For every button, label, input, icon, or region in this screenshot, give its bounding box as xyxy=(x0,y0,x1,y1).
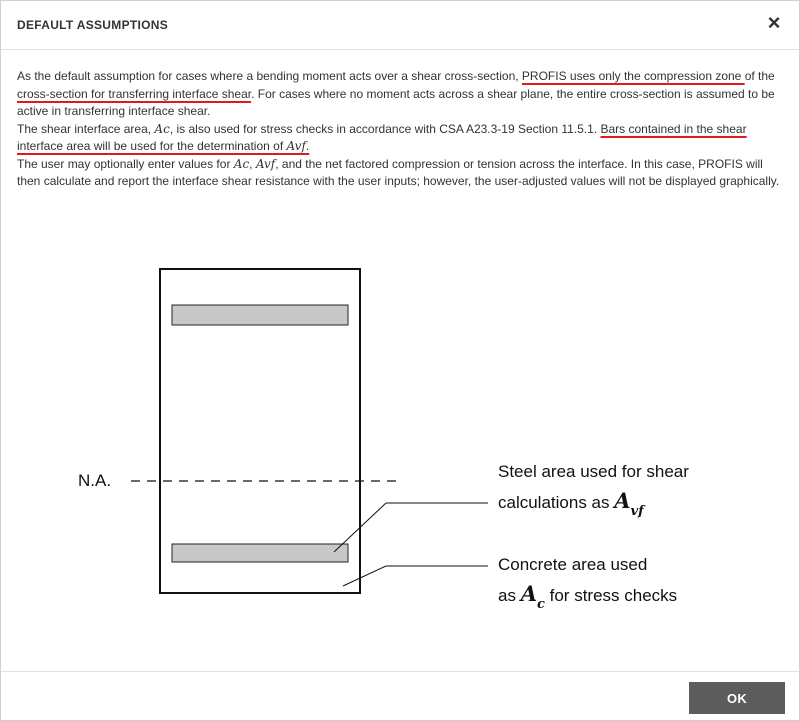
steel-label-text: calculations as xyxy=(498,493,615,512)
symbol-avf: Avf xyxy=(255,156,276,171)
concrete-label-suffix: for stress checks xyxy=(544,586,678,605)
text-run: The shear interface area, xyxy=(17,121,155,136)
concrete-symbol-subscript: c xyxy=(536,597,545,612)
symbol-ac: Ac xyxy=(233,156,250,171)
ok-button-label: OK xyxy=(726,690,748,706)
ok-button[interactable] xyxy=(689,682,785,714)
concrete-label-line1: Concrete area used xyxy=(498,555,648,574)
paragraph-3 xyxy=(17,156,787,191)
neutral-axis-label: N.A. xyxy=(78,471,112,490)
text-run: As the default assumption for cases where a bending moment acts over a shear cross-section, xyxy=(17,69,522,83)
symbol-ac: Ac xyxy=(154,121,170,136)
text-run: . For cases where no moment acts across a shear plane, the entire cross-section is assumed to be active in transferring interface shear. xyxy=(17,86,775,118)
bottom-reinforcement-bar xyxy=(172,544,348,562)
concrete-label-line2 xyxy=(498,581,677,612)
text-run: The user may optionally enter values for xyxy=(17,156,234,171)
highlight-cross-section: cross-section for transferring interface shear xyxy=(17,86,252,101)
dialog-header xyxy=(1,1,799,50)
highlight-interface-area xyxy=(17,139,309,153)
highlight-bars-contained: Bars contained in the shear xyxy=(600,121,747,136)
text-run: , and the net factored compression or tension across the interface. In this case, PROFIS will then calculate and report the interface shear resistance with the user inputs; however, the user-adjusted values will not be displayed graphically. xyxy=(17,156,780,188)
concrete-leader-line xyxy=(343,566,386,586)
assumptions-text xyxy=(17,68,787,191)
steel-label-line1: Steel area used for shear xyxy=(498,462,689,481)
highlight-compression-zone: PROFIS uses only the compression zone xyxy=(521,69,745,83)
symbol-avf: Avf xyxy=(286,139,306,153)
steel-symbol-subscript: vf xyxy=(630,504,644,519)
dialog-title: DEFAULT ASSUMPTIONS xyxy=(17,18,169,32)
text-run: interface area will be used for the determination of xyxy=(17,139,287,153)
steel-label-line2 xyxy=(498,488,646,519)
concrete-label-text: as xyxy=(498,586,521,605)
close-icon[interactable]: × xyxy=(767,10,781,35)
dialog-footer xyxy=(1,671,799,721)
text-run: , is also used for stress checks in accordance with CSA A23.3-19 Section 11.5.1. xyxy=(169,121,601,136)
top-reinforcement-bar xyxy=(172,305,348,325)
text-run: , xyxy=(249,156,256,171)
paragraph-2 xyxy=(17,121,787,156)
text-run: of the xyxy=(744,69,775,83)
steel-symbol: A xyxy=(614,488,631,513)
cross-section-diagram xyxy=(1,241,800,621)
concrete-symbol: A xyxy=(520,581,537,606)
text-run: . xyxy=(305,139,310,153)
paragraph-1 xyxy=(17,68,787,121)
